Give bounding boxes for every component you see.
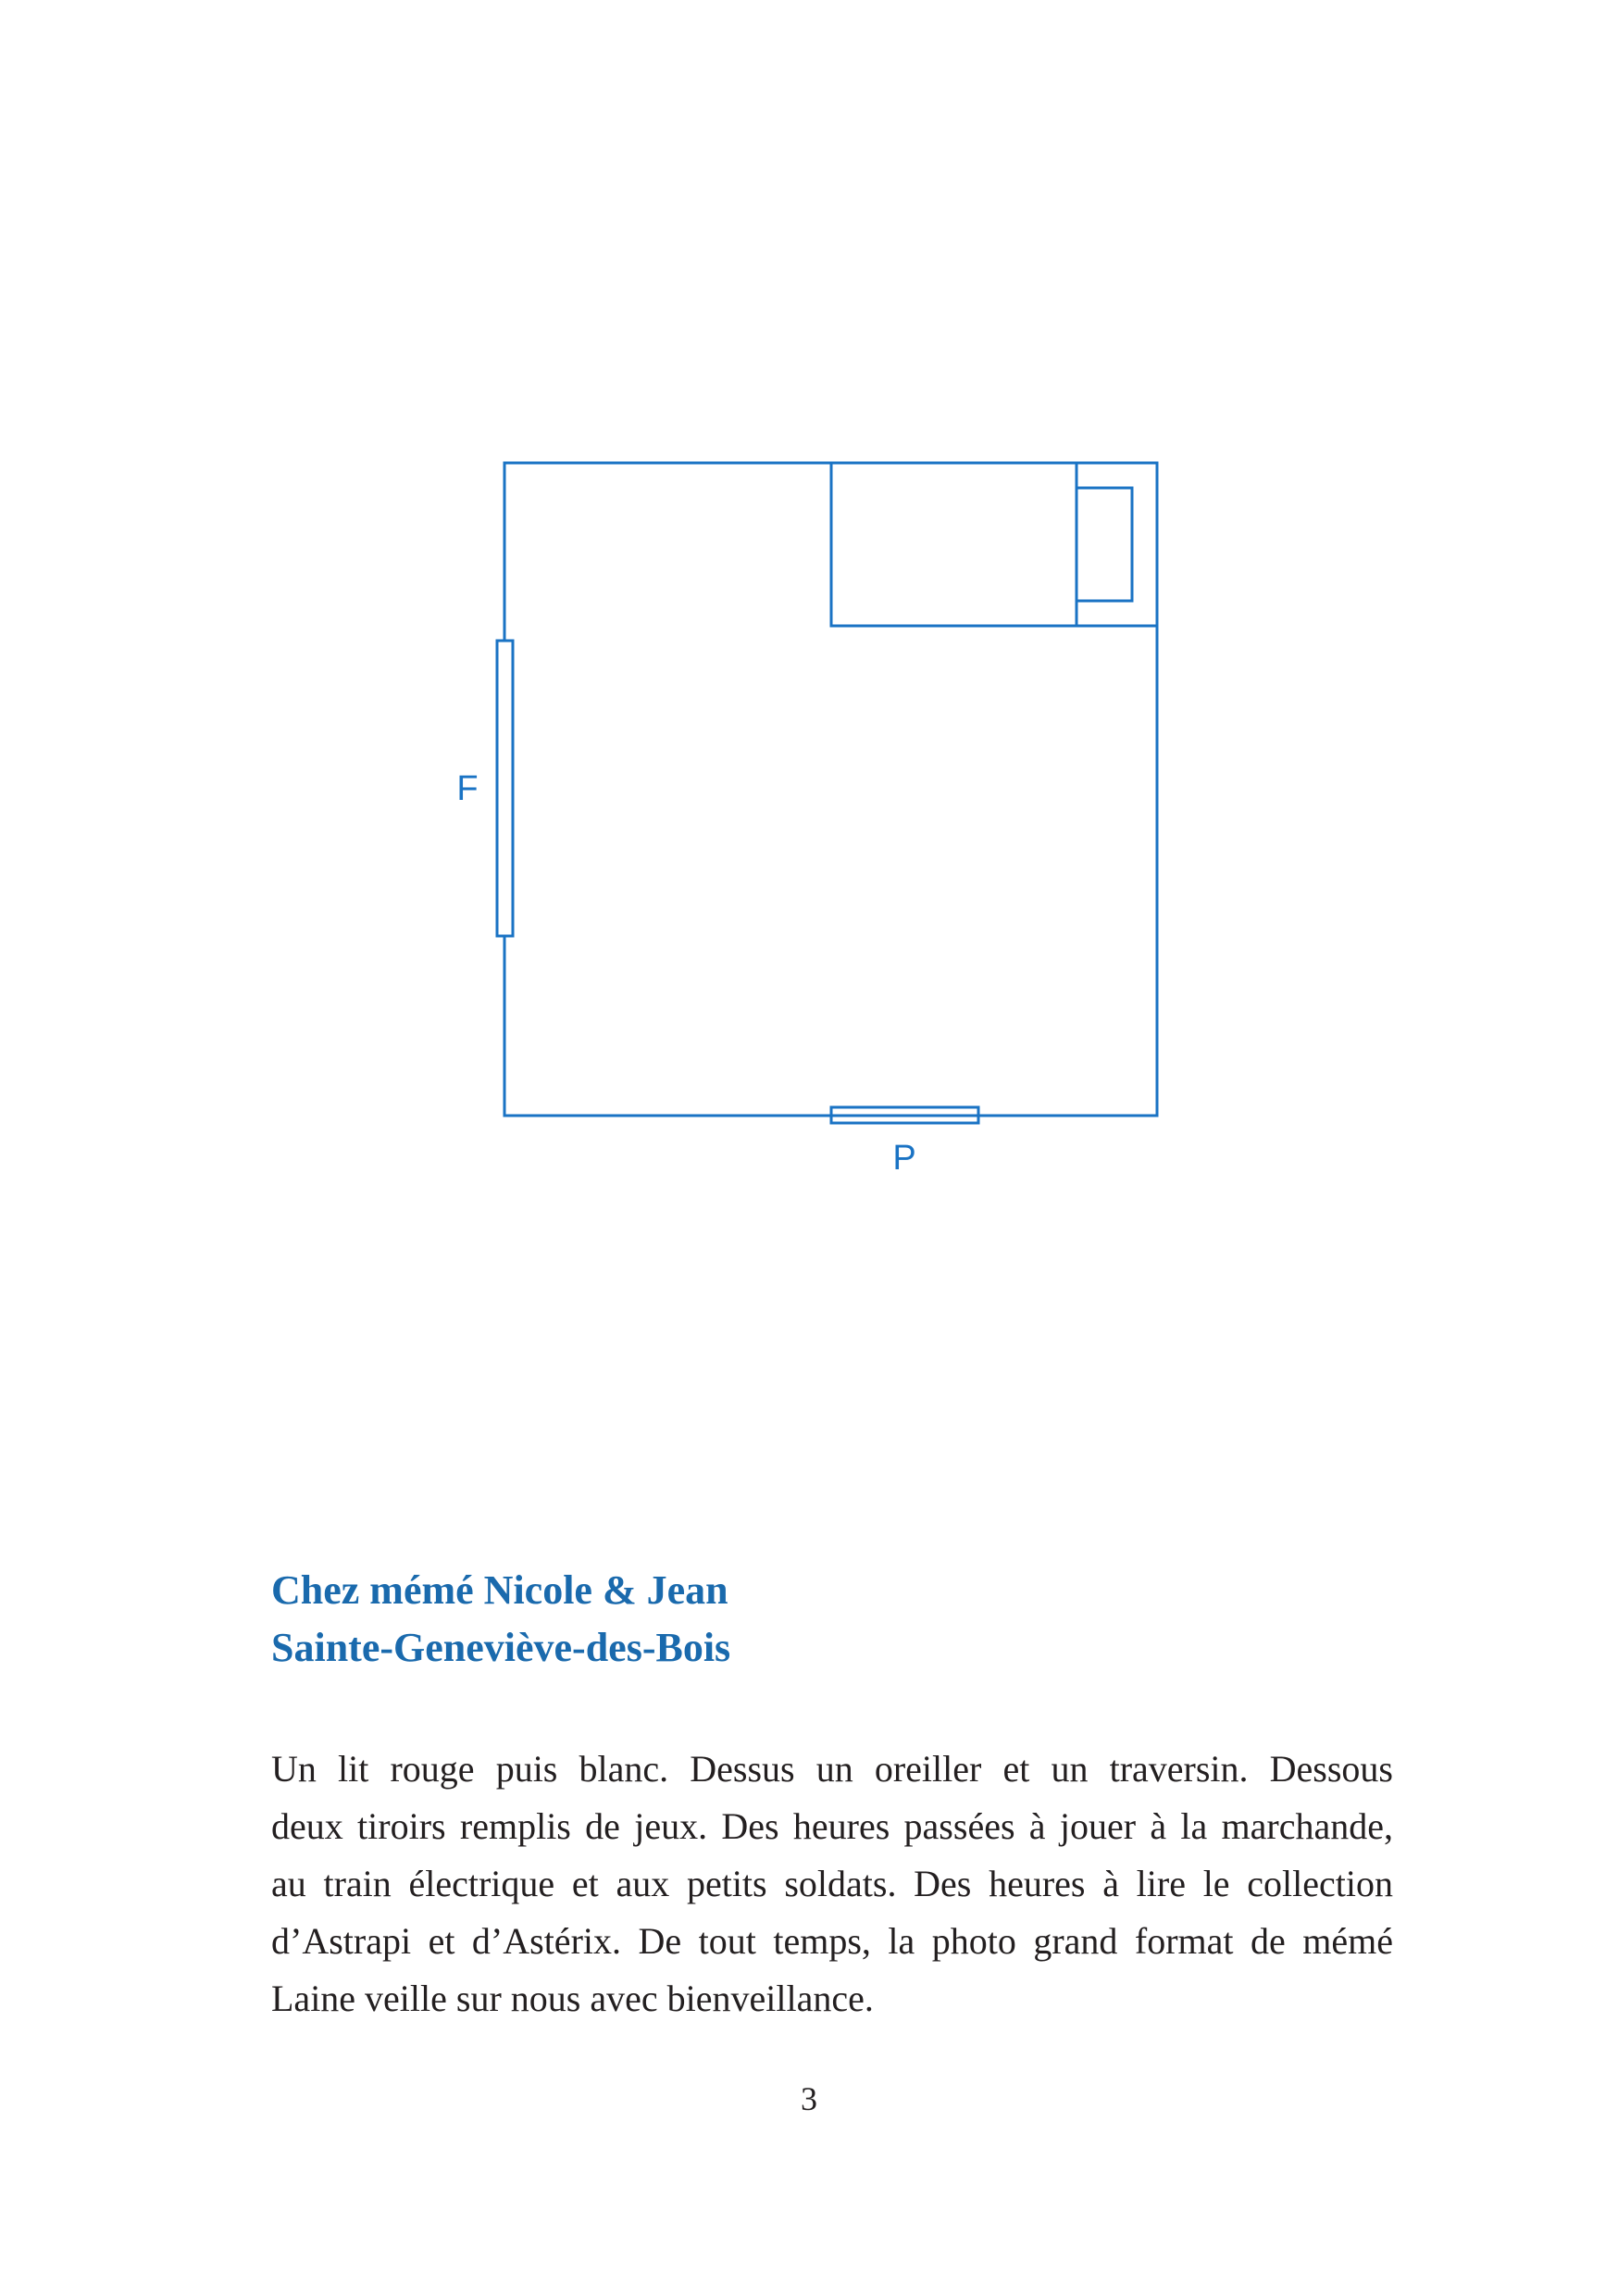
- pillow-outline: [1077, 488, 1132, 601]
- body-line: Laine veille sur nous avec bienveillance.: [271, 1978, 874, 2019]
- door-label: P: [892, 1139, 916, 1178]
- heading-line-2: Sainte-Geneviève-des-Bois: [271, 1625, 731, 1670]
- body-paragraph: [271, 1741, 1393, 2028]
- window-symbol: [497, 641, 513, 936]
- section-heading: [271, 1562, 1382, 1677]
- heading-line-1: Chez mémé Nicole & Jean: [271, 1567, 728, 1613]
- body-line: deux tiroirs remplis de jeux. Des heures passées à jouer à la marchande,: [271, 1805, 1393, 1847]
- page-number: 3: [801, 2080, 817, 2117]
- body-line: d’Astrapi et d’Astérix. De tout temps, la photo grand format de mémé: [271, 1920, 1393, 1962]
- body-line: au train électrique et aux petits soldats. Des heures à lire le collection: [271, 1863, 1393, 1904]
- body-line: Un lit rouge puis blanc. Dessus un oreiller et un traversin. Dessous: [271, 1748, 1393, 1790]
- window-label: F: [456, 769, 479, 808]
